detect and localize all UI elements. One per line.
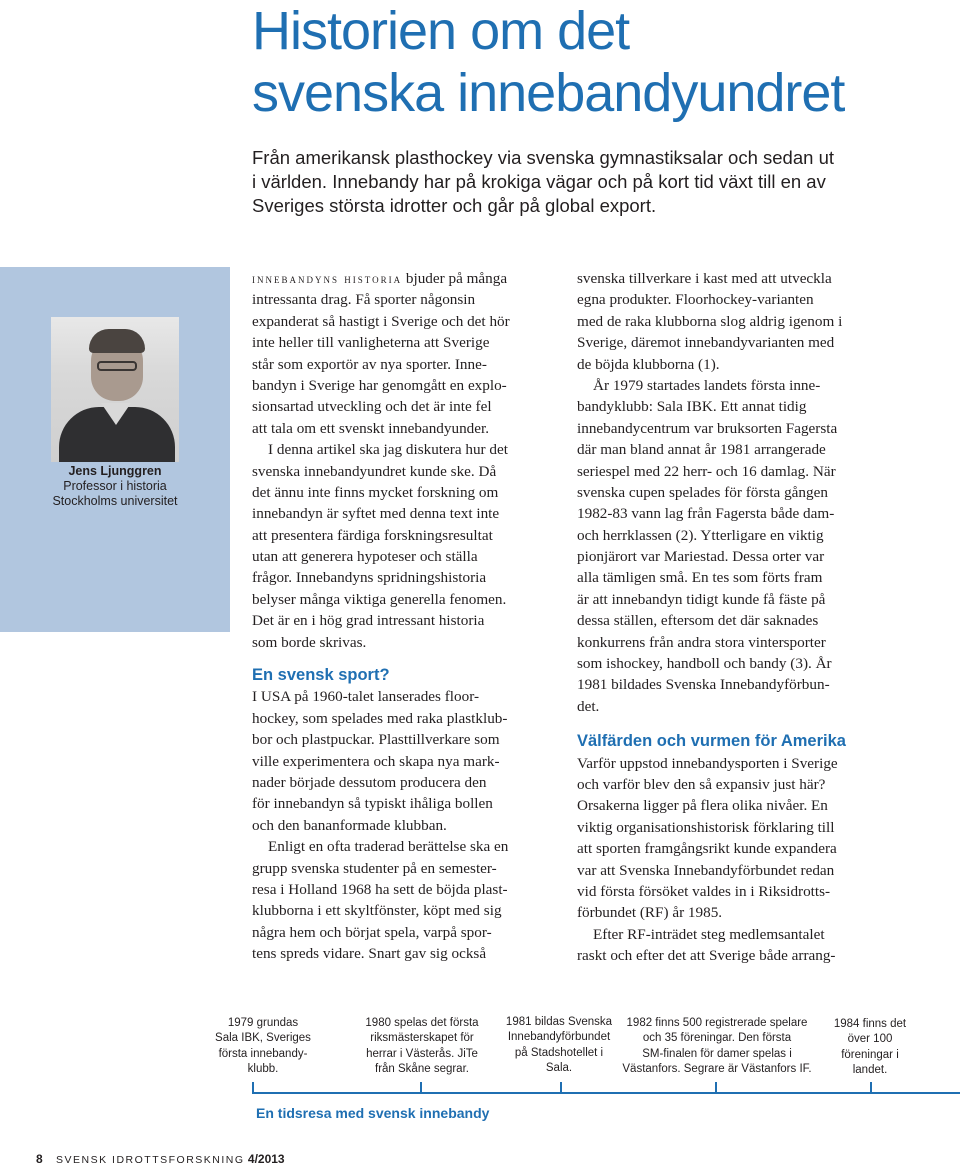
text-line: ville experimentera och skapa nya mark-: [252, 752, 500, 770]
timeline-tick: [252, 1082, 254, 1094]
text-line: dessa ställen, eftersom det där saknades: [577, 612, 819, 630]
text-line: hockey, som spelades med raka plastklub-: [252, 709, 508, 727]
photo-glasses-shape: [97, 361, 137, 371]
timeline-event-line: första innebandy-: [218, 1047, 308, 1060]
timeline-event: [349, 1016, 495, 1078]
text-line: innebandyn är syftet med denna text inte: [252, 505, 500, 523]
timeline-event: [614, 1016, 820, 1078]
timeline-event: [826, 1017, 914, 1079]
timeline-event-line: landet.: [852, 1064, 888, 1077]
text-line: några hem och börjat spela, varpå spor-: [252, 923, 492, 941]
text-line: bandyklubb: Sala IBK. Ett annat tidig: [577, 398, 807, 416]
timeline-event-line: 1982 finns 500 registrerade spelare: [626, 1017, 808, 1029]
timeline-event-line: herrar i Västerås. JiTe: [366, 1047, 478, 1060]
timeline-tick: [420, 1082, 422, 1094]
text-line: det ännu inte finns mycket forskning om: [252, 483, 499, 501]
timeline-event-line: Västanfors. Segrare är Västanfors IF.: [622, 1063, 812, 1076]
text-line: står som exportör av nya sporter. Inne-: [252, 355, 487, 373]
magazine-name: SVENSK IDROTTSFORSKNING: [56, 1154, 245, 1166]
text-line: svenska tillverkare i kast med att utveckla: [577, 270, 832, 287]
text-line: I USA på 1960-talet lanserades floor-: [252, 688, 480, 706]
timeline-event-line: 1981 bildas Svenska: [505, 1016, 613, 1028]
text-line: att tala om ett svenskt innebandyunder.: [252, 419, 490, 437]
text-line: egna produkter. Floorhockey-varianten: [577, 291, 814, 309]
text-line: Orsakerna ligger på flera olika nivåer. En: [577, 797, 828, 815]
text-line: pionjärort var Mariestad. Dessa orter var: [577, 548, 825, 566]
spacer: [252, 653, 562, 665]
text-line: Enligt en ofta traderad berättelse ska en: [268, 838, 509, 856]
text-line: bor och plastpuckar. Plasttillverkare som: [252, 731, 500, 749]
timeline-event: [196, 1016, 330, 1078]
spacer: [577, 717, 907, 731]
body-column-1: [252, 268, 562, 965]
timeline-event-line: från Skåne segrar.: [375, 1063, 469, 1076]
text-line: bandyn i Sverige har genomgått en explo-: [252, 376, 507, 394]
text-line: sionsartad utveckling och det är inte fel: [252, 398, 492, 416]
title-line: svenska innebandyundret: [252, 63, 845, 123]
text-line: konkurrens från andra stora vintersporter: [577, 633, 826, 651]
text-line: nader började dessutom producera den: [252, 773, 487, 791]
text-line: var att Svenska Innebandyförbundet redan: [577, 861, 835, 879]
intro-rest: bjuder på många: [402, 270, 508, 287]
text-line: expanderat så hastigt i Sverige och det hör: [252, 312, 510, 330]
text-line: och den bananformade klubban.: [252, 816, 447, 834]
text-line: resa i Holland 1968 ha sett de böjda plast-: [252, 880, 508, 898]
text-line: de böjda klubborna (1).: [577, 355, 720, 373]
text-line: Efter RF-inträdet steg medlemsantalet: [593, 925, 825, 943]
text-line: tens spreds vidare. Snart gav sig också: [252, 945, 487, 963]
text-line: det.: [577, 697, 600, 715]
intro-smallcaps: innebandyns historia: [252, 271, 403, 286]
timeline-event-line: Sala IBK, Sveriges: [215, 1032, 311, 1045]
title-line: Historien om det: [252, 1, 630, 61]
timeline-event-line: riksmästerskapet för: [370, 1032, 474, 1045]
text-line: År 1979 startades landets första inne-: [593, 376, 821, 394]
lead-line: Från amerikansk plasthockey via svenska gymnastiksalar och sedan ut: [252, 147, 834, 168]
text-line: inte heller till vanligheterna att Sverige: [252, 334, 490, 352]
lead-line: Sveriges största idrotter och går på global export.: [252, 195, 657, 216]
text-line: för innebandyn så typiskt ihåliga bollen: [252, 795, 493, 813]
timeline-caption: En tidsresa med svensk innebandy: [256, 1105, 490, 1121]
text-line: med de raka klubborna slog aldrig igenom i: [577, 312, 843, 330]
body-column-2: [577, 268, 907, 967]
timeline-event-line: 1980 spelas det första: [365, 1017, 479, 1029]
timeline-event-line: Innebandyförbundet: [507, 1031, 611, 1044]
text-line: Sverige, däremot innebandyvarianten med: [577, 334, 835, 352]
author-box: [0, 267, 230, 632]
intro-line: [252, 268, 562, 289]
text-line: som ishockey, handboll och bandy (3). År: [577, 655, 832, 673]
text-line: 1981 bildades Svenska Innebandyförbun-: [577, 676, 830, 694]
author-role: Professor i historia: [63, 479, 167, 493]
article-title: [252, 0, 952, 124]
subheading: Välfärden och vurmen för Amerika: [577, 732, 846, 751]
text-line: utan att generera hypoteser och ställa: [252, 548, 478, 566]
timeline-axis: [252, 1092, 960, 1094]
text-line: att sporten framgångsrikt kunde expandera: [577, 840, 837, 858]
text-line: 1982-83 vann lag från Fagersta både dam-: [577, 505, 835, 523]
text-line: raskt och efter det att Sverige både arrang-: [577, 947, 836, 965]
timeline-event-line: föreningar i: [841, 1048, 899, 1061]
text-line: och varför blev den så expansiv just här?: [577, 775, 826, 793]
photo-hair-shape: [89, 329, 145, 353]
text-line: svenska innebandyundret kunde ske. Då: [252, 462, 497, 480]
issue-number: 4/2013: [247, 1152, 285, 1166]
timeline-event-line: SM-finalen för damer spelas i: [642, 1047, 792, 1060]
article-lead: [252, 146, 942, 218]
timeline-event-line: på Stadshotellet i: [514, 1046, 604, 1059]
text-line: seriespel med 22 herr- och 16 damlag. När: [577, 462, 836, 480]
author-affiliation: Stockholms universitet: [52, 494, 178, 508]
text-line: är att innebandyn tidigt kunde få fäste på: [577, 590, 826, 608]
text-line: Det är en i hög grad intressant historia: [252, 612, 485, 630]
text-line: där man bland annat år 1981 arrangerade: [577, 441, 826, 459]
text-line: Varför uppstod innebandysporten i Sverige: [577, 754, 838, 772]
text-line: klubborna i ett skyltfönster, köpt med sig: [252, 902, 502, 920]
text-line: vid första försöket valdes in i Riksidrotts-: [577, 882, 831, 900]
author-name: Jens Ljunggren: [68, 464, 162, 478]
timeline-event-line: Sala.: [545, 1062, 573, 1075]
timeline-event-line: klubb.: [247, 1063, 279, 1076]
text-line: belyser många viktiga generella fenomen.: [252, 590, 507, 608]
timeline-event-line: över 100: [847, 1033, 893, 1046]
page-footer: [36, 1152, 285, 1166]
text-line: svenska cupen spelades för första gången: [577, 483, 828, 501]
timeline-tick: [870, 1082, 872, 1094]
author-photo: [51, 317, 179, 462]
subheading: En svensk sport?: [252, 666, 390, 685]
lead-line: i världen. Innebandy har på krokiga vägar och på kort tid växt till en av: [252, 171, 826, 192]
timeline-event-line: 1979 grundas: [227, 1017, 299, 1029]
text-line: innebandycentrum var bruksorten Fagersta: [577, 419, 838, 437]
text-line: att presentera färdiga forskningsresultat: [252, 526, 493, 544]
timeline-tick: [715, 1082, 717, 1094]
text-line: förbundet (RF) år 1985.: [577, 904, 723, 922]
timeline-event-line: och 35 föreningar. Den första: [642, 1032, 792, 1045]
text-line: grupp svenska studenter på en semester-: [252, 859, 497, 877]
text-line: och herrklassen (2). Ytterligare en viktig: [577, 526, 824, 544]
text-line: frågor. Innebandyns spridningshistoria: [252, 569, 487, 587]
text-line: intressanta drag. Få sporter någonsin: [252, 291, 476, 309]
timeline-event: [492, 1015, 626, 1077]
text-line: viktig organisationshistorisk förklaring till: [577, 818, 835, 836]
text-line: I denna artikel ska jag diskutera hur det: [268, 441, 508, 459]
timeline-event-line: 1984 finns det: [833, 1018, 907, 1030]
text-line: som borde skrivas.: [252, 633, 367, 651]
author-credit: [0, 464, 230, 509]
page-number: 8: [36, 1152, 43, 1166]
timeline-tick: [560, 1082, 562, 1094]
text-line: alla tämligen små. En tes som förts fram: [577, 569, 823, 587]
